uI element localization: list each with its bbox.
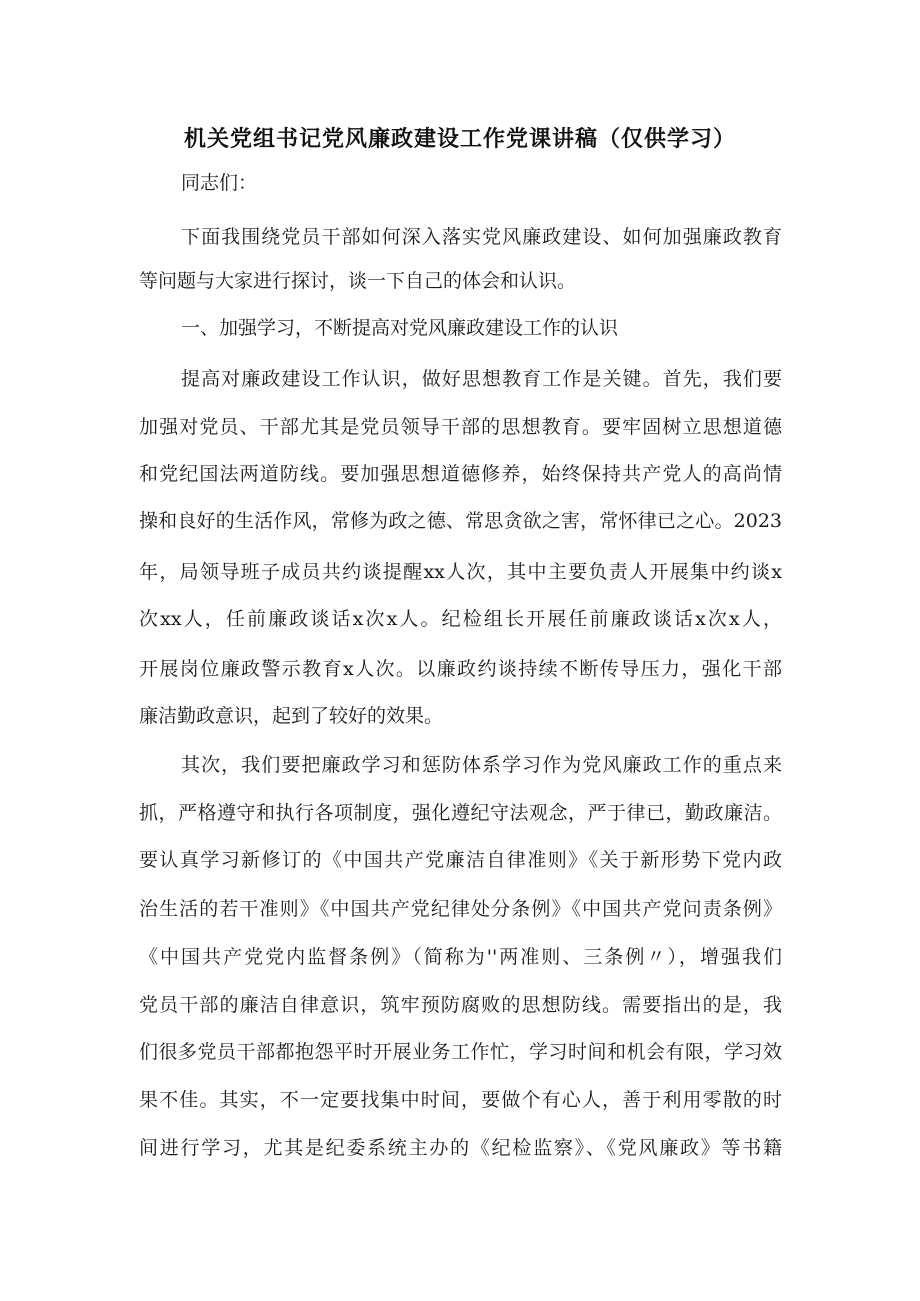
paragraph-line: 果不佳。其实，不一定要找集中时间，要做个有心人，善于利用零散的时: [139, 1089, 782, 1111]
paragraph-line: 其次，我们要把廉政学习和惩防体系学习作为党风廉政工作的重点来: [181, 754, 782, 776]
paragraph-line: 提高对廉政建设工作认识，做好思想教育工作是关键。首先，我们要: [181, 368, 782, 390]
section-heading: 一、加强学习，不断提高对党风廉政建设工作的认识: [181, 317, 619, 339]
paragraph-line: 开展岗位廉政警示教育x人次。以廉政约谈持续不断传导压力，强化干部: [139, 658, 782, 680]
paragraph-line: 《中国共产党党内监督条例》（简称为''两准则、三条例〃），增强我们: [139, 946, 782, 968]
paragraph-line: 治生活的若干准则》《中国共产党纪律处分条例》《中国共产党问责条例》: [139, 898, 782, 920]
paragraph-line: 廉洁勤政意识，起到了较好的效果。: [139, 705, 444, 727]
paragraph-line: 下面我围绕党员干部如何深入落实党风廉政建设、如何加强廉政教育: [181, 226, 782, 248]
paragraph-line: 次xx人，任前廉政谈话x次x人。纪检组长开展任前廉政谈话x次x人，: [139, 608, 782, 630]
document-title: 机关党组书记党风廉政建设工作党课讲稿（仅供学习）: [183, 127, 736, 152]
salutation: 同志们：: [181, 172, 258, 194]
paragraph-line: 操和良好的生活作风，常修为政之德、常思贪欲之害，常怀律已之心。2023: [139, 510, 782, 532]
paragraph-line: 和党纪国法两道防线。要加强思想道德修养，始终保持共产党人的高尚情: [139, 463, 782, 485]
paragraph-line: 们很多党员干部都抱怨平时开展业务工作忙，学习时间和机会有限，学习效: [139, 1041, 782, 1063]
paragraph-line: 年，局领导班子成员共约谈提醒xx人次，其中主要负责人开展集中约谈x: [139, 561, 782, 583]
paragraph-line: 党员干部的廉洁自律意识，筑牢预防腐败的思想防线。需要指出的是，我: [139, 994, 782, 1016]
paragraph-line: 等问题与大家进行探讨，谈一下自己的体会和认识。: [139, 270, 577, 292]
paragraph-line: 抓，严格遵守和执行各项制度，强化遵纪守法观念，严于律已，勤政廉洁。: [139, 802, 782, 824]
paragraph-line: 要认真学习新修订的《中国共产党廉洁自律准则》《关于新形势下党内政: [139, 849, 782, 871]
paragraph-line: 加强对党员、干部尤其是党员领导干部的思想教育。要牢固树立思想道德: [139, 416, 782, 438]
paragraph-line: 间进行学习，尤其是纪委系统主办的《纪检监察》、《党风廉政》等书籍: [139, 1137, 782, 1159]
